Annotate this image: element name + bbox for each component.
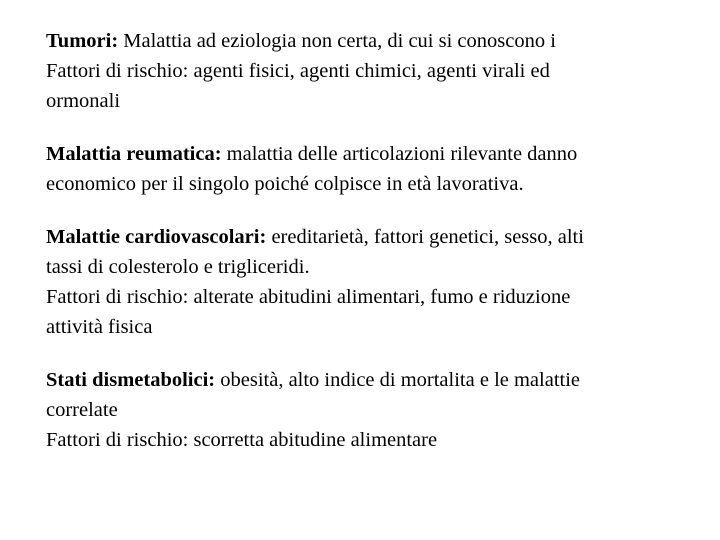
section-term: Malattia reumatica: [46, 143, 222, 165]
section-line [46, 26, 696, 56]
section-stati-dismetabolici [46, 365, 696, 455]
section-text: malattia delle articolazioni rilevante danno [221, 143, 578, 165]
section-text: obesità, alto indice di mortalita e le malattie [215, 369, 581, 391]
section-line: Fattori di rischio: agenti fisici, agenti chimici, agenti virali ed [46, 60, 550, 82]
section-line: economico per il singolo poiché colpisce in età lavorativa. [46, 173, 524, 195]
section-term: Stati dismetabolici: [46, 369, 216, 391]
section-line [46, 139, 696, 169]
section-line: Fattori di rischio: alterate abitudini alimentari, fumo e riduzione [46, 286, 571, 308]
section-line [46, 222, 696, 252]
section-tumori [46, 26, 696, 116]
section-text: Malattia ad eziologia non certa, di cui si conoscono i [118, 30, 556, 52]
section-malattia-reumatica [46, 139, 696, 199]
slide-body [46, 26, 696, 455]
section-line: tassi di colesterolo e trigliceridi. [46, 256, 310, 278]
section-malattie-cardiovascolari [46, 222, 696, 342]
section-line [46, 365, 696, 395]
section-line: attività fisica [46, 316, 153, 338]
section-term: Tumori: [46, 30, 119, 52]
section-term: Malattie cardiovascolari: [46, 226, 267, 248]
section-line: correlate [46, 399, 118, 421]
section-line: ormonali [46, 90, 121, 112]
section-line: Fattori di rischio: scorretta abitudine alimentare [46, 429, 438, 451]
section-text: ereditarietà, fattori genetici, sesso, alti [266, 226, 584, 248]
